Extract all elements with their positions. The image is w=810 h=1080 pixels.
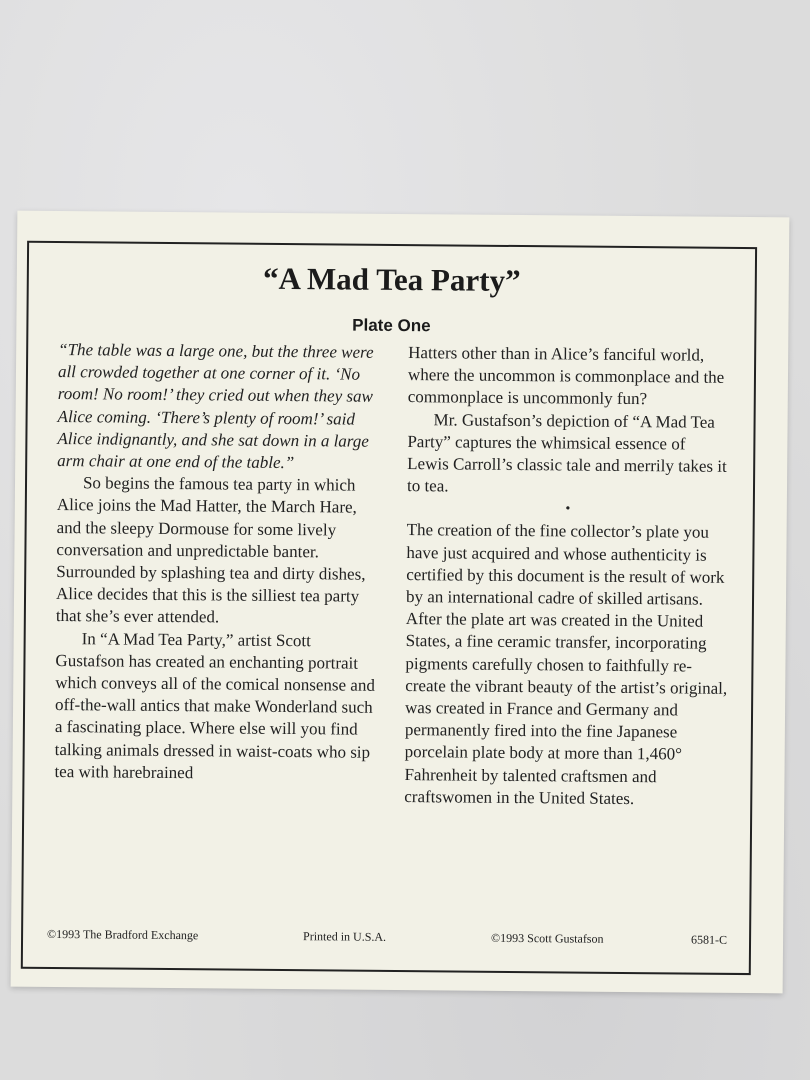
certificate-card	[11, 211, 790, 994]
certificate-frame	[21, 241, 757, 975]
footer-printed: Printed in U.S.A.	[303, 929, 387, 944]
document-title: “A Mad Tea Party”	[262, 260, 521, 299]
right-column	[404, 342, 730, 811]
right-paragraph-2: Mr. Gustafson’s depiction of “A Mad Tea Party” captures the whimsical essence of Lewis Carroll’s classic tale and merrily takes it to tea.	[406, 409, 727, 496]
footer-code: 6581-C	[691, 932, 728, 947]
left-paragraph-2: In “A Mad Tea Party,” artist Scott Gustafson has created an enchanting portrait which conveys all of the comical nonsense and off-the-wall antics that make Wonderland such a fascinating place. Where else will you find talking animals dressed in waist-coats who sip tea with harebrained	[54, 628, 375, 783]
opening-quote: “The table was a large one, but the three were all crowded together at one corner of it. ‘No room! No room!’ they cried out when they saw Alice coming. ‘There’s plenty of room!’ said Alice indignantly, and she sat down in a large arm chair at one end of the table.”	[57, 340, 374, 473]
bullet-separator: •	[565, 501, 571, 517]
left-paragraph-1: So begins the famous tea party in which Alice joins the Mad Hatter, the March Hare, and the sleepy Dormouse for some lively conversation and unpredictable banter. Surrounded by splashing tea and dirty dishes, Alice decides that this is the silliest tea party that she’s ever attended.	[55, 473, 366, 627]
left-column	[54, 339, 378, 786]
right-paragraph-1: Hatters other than in Alice’s fanciful world, where the uncommon is commonplace and the commonplace is uncommonly fun?	[407, 343, 725, 409]
footer-copyright-bradford: ©1993 The Bradford Exchange	[47, 926, 199, 943]
document-subtitle: Plate One	[352, 315, 431, 336]
right-paragraph-3: The creation of the fine collector’s plate you have just acquired and whose authenticity is certified by this document is the result of work by an international cadre of skilled artisans. After the plate art was created in the United States, a fine ceramic transfer, incorporating pigments carefully chosen to faithfully re-create the vibrant beauty of the artist’s original, was created in France and Germany and permanently fired into the fine Japanese porcelain plate body at more than 1,460° Fahrenheit by talented craftsmen and craftswomen in the United States.	[404, 520, 728, 808]
footer-copyright-artist: ©1993 Scott Gustafson	[491, 930, 604, 946]
